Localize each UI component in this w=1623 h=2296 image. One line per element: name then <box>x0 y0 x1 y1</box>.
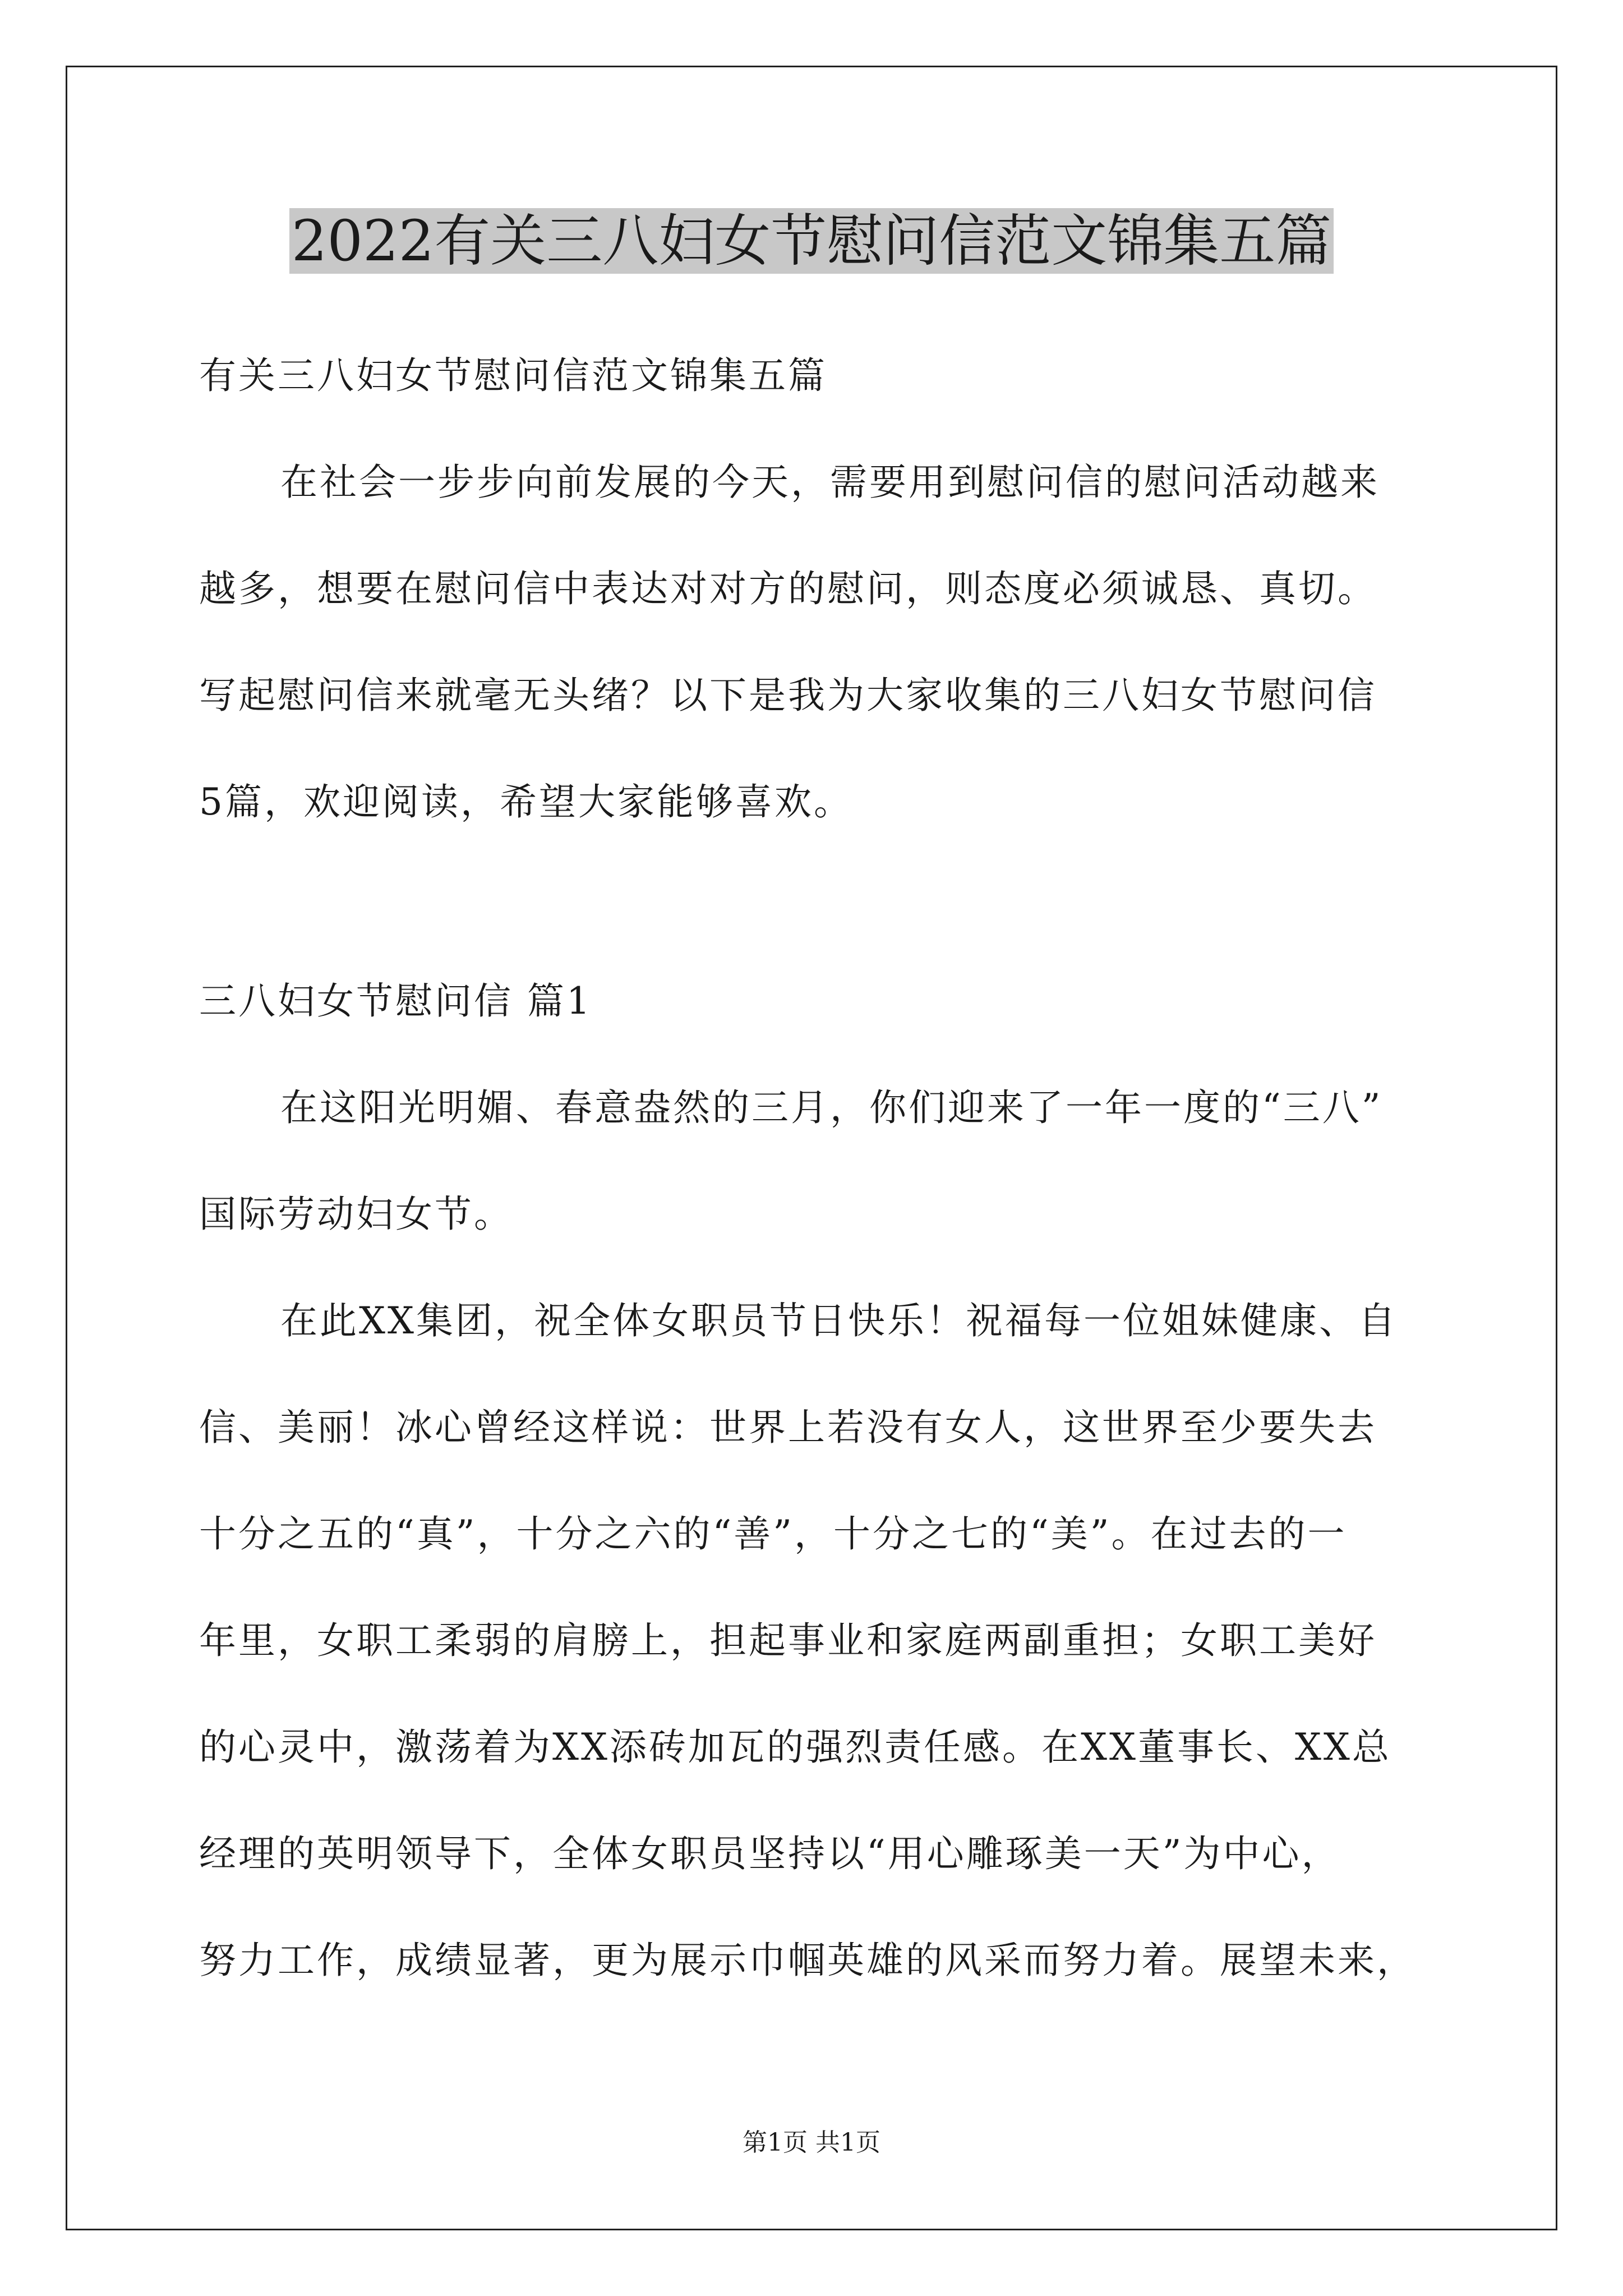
paragraph-line: 经理的英明领导下，全体女职员坚持以“用心雕琢美一天”为中心， <box>199 1832 1341 1875</box>
document-body <box>199 323 1433 2014</box>
paragraph-line: 国际劳动妇女节。 <box>199 1193 513 1236</box>
section-heading: 三八妇女节慰问信 篇1 <box>199 979 592 1023</box>
section-gap <box>199 855 1433 948</box>
document-title <box>0 205 1623 278</box>
intro-line: 在社会一步步向前发展的今天，需要用到慰问信的慰问活动越来 <box>280 461 1380 504</box>
paragraph-line: 在这阳光明媚、春意盎然的三月，你们迎来了一年一度的“三八” <box>280 1086 1383 1129</box>
document-title-text: 2022有关三八妇女节慰问信范文锦集五篇 <box>289 208 1334 274</box>
paragraph-line: 的心灵中，激荡着为XX添砖加瓦的强烈责任感。在XX董事长、XX总 <box>199 1726 1391 1769</box>
intro-line: 写起慰问信来就毫无头绪？以下是我为大家收集的三八妇女节慰问信 <box>199 674 1377 717</box>
paragraph-line: 年里，女职工柔弱的肩膀上，担起事业和家庭两副重担；女职工美好 <box>199 1619 1377 1662</box>
paragraph-line: 信、美丽！冰心曾经这样说：世界上若没有女人，这世界至少要失去 <box>199 1406 1377 1449</box>
intro-line: 越多，想要在慰问信中表达对对方的慰问，则态度必须诚恳、真切。 <box>199 567 1377 610</box>
intro-line: 5篇，欢迎阅读，希望大家能够喜欢。 <box>199 780 853 823</box>
page-footer: 第1页 共1页 <box>743 2128 880 2157</box>
document-subtitle: 有关三八妇女节慰问信范文锦集五篇 <box>199 354 827 397</box>
paragraph-line: 在此XX集团，祝全体女职员节日快乐！祝福每一位姐妹健康、自 <box>280 1299 1398 1342</box>
paragraph-line: 努力工作，成绩显著，更为展示巾帼英雄的风采而努力着。展望未来， <box>199 1939 1416 1982</box>
paragraph-line: 十分之五的“真”，十分之六的“善”，十分之七的“美”。在过去的一 <box>199 1512 1347 1556</box>
